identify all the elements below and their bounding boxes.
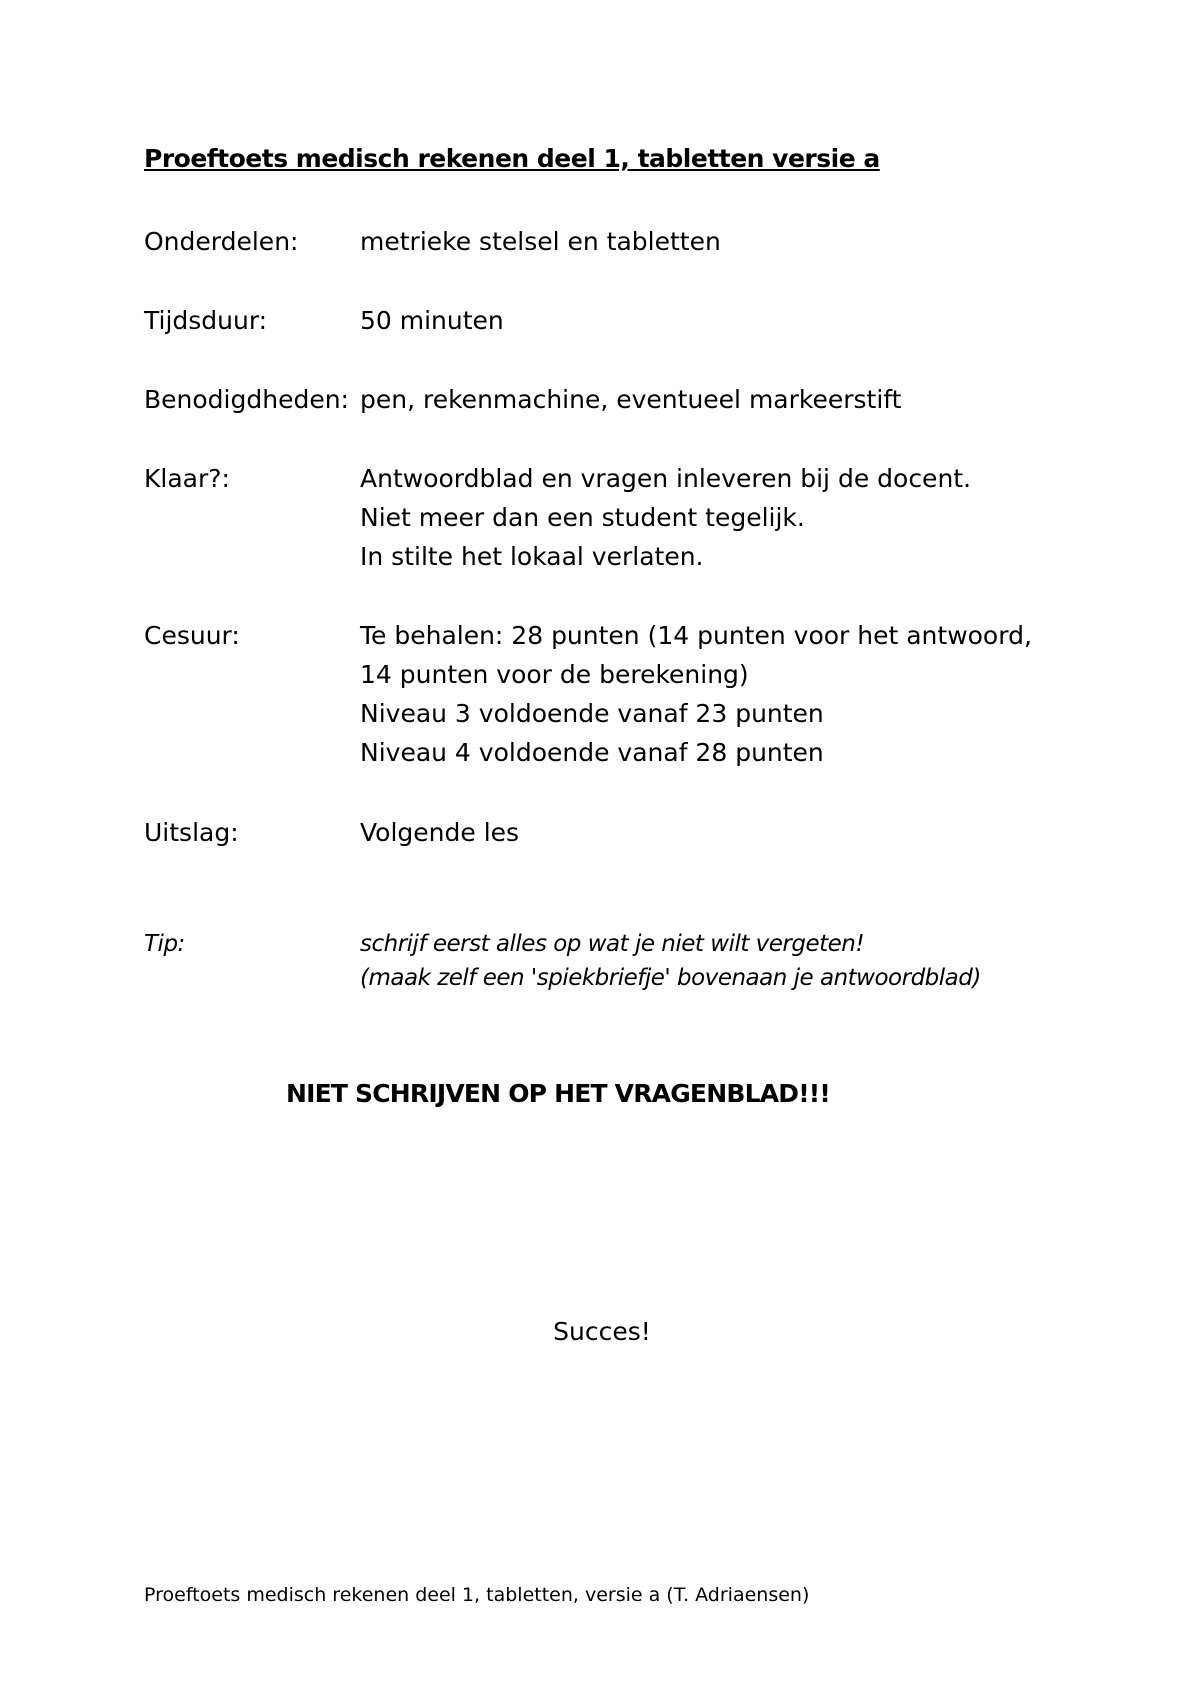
info-label: Cesuur:	[144, 621, 240, 650]
info-label: Klaar?:	[144, 464, 230, 493]
info-value	[360, 380, 1120, 419]
info-value	[360, 301, 1120, 340]
info-value-line: Te behalen: 28 punten (14 punten voor het antwoord,	[360, 621, 1032, 650]
info-value-line: Niveau 4 voldoende vanaf 28 punten	[360, 738, 824, 767]
info-label: Tijdsduur:	[144, 306, 268, 335]
page-footer: Proeftoets medisch rekenen deel 1, tabletten, versie a (T. Adriaensen)	[144, 1584, 810, 1606]
warning-text: NIET SCHRIJVEN OP HET VRAGENBLAD!!!	[285, 1079, 831, 1108]
info-value	[360, 222, 1120, 261]
tip-line: schrijf eerst alles op wat je niet wilt vergeten!	[360, 931, 865, 957]
info-label: Benodigdheden:	[144, 385, 349, 414]
info-value	[360, 813, 1120, 852]
info-value-line: In stilte het lokaal verlaten.	[360, 542, 704, 571]
info-value-line: metrieke stelsel en tabletten	[360, 227, 721, 256]
info-value-line: Niet meer dan een student tegelijk.	[360, 503, 805, 532]
document-title: Proeftoets medisch rekenen deel 1, tabletten versie a	[144, 144, 880, 173]
tip-label: Tip:	[144, 931, 185, 957]
info-label: Onderdelen:	[144, 227, 299, 256]
closing-text: Succes!	[553, 1317, 651, 1346]
info-label: Uitslag:	[144, 818, 239, 847]
info-value	[360, 616, 1120, 772]
info-value-line: 50 minuten	[360, 306, 504, 335]
info-value-line: Antwoordblad en vragen inleveren bij de docent.	[360, 464, 972, 493]
tip-line: (maak zelf een 'spiekbriefje' bovenaan je antwoordblad)	[360, 965, 981, 991]
info-value-line: Niveau 3 voldoende vanaf 23 punten	[360, 699, 824, 728]
info-value	[360, 459, 1120, 576]
tip-text	[360, 927, 981, 995]
info-value-line: 14 punten voor de berekening)	[360, 660, 749, 689]
info-value-line: Volgende les	[360, 818, 520, 847]
info-value-line: pen, rekenmachine, eventueel markeerstift	[360, 385, 902, 414]
